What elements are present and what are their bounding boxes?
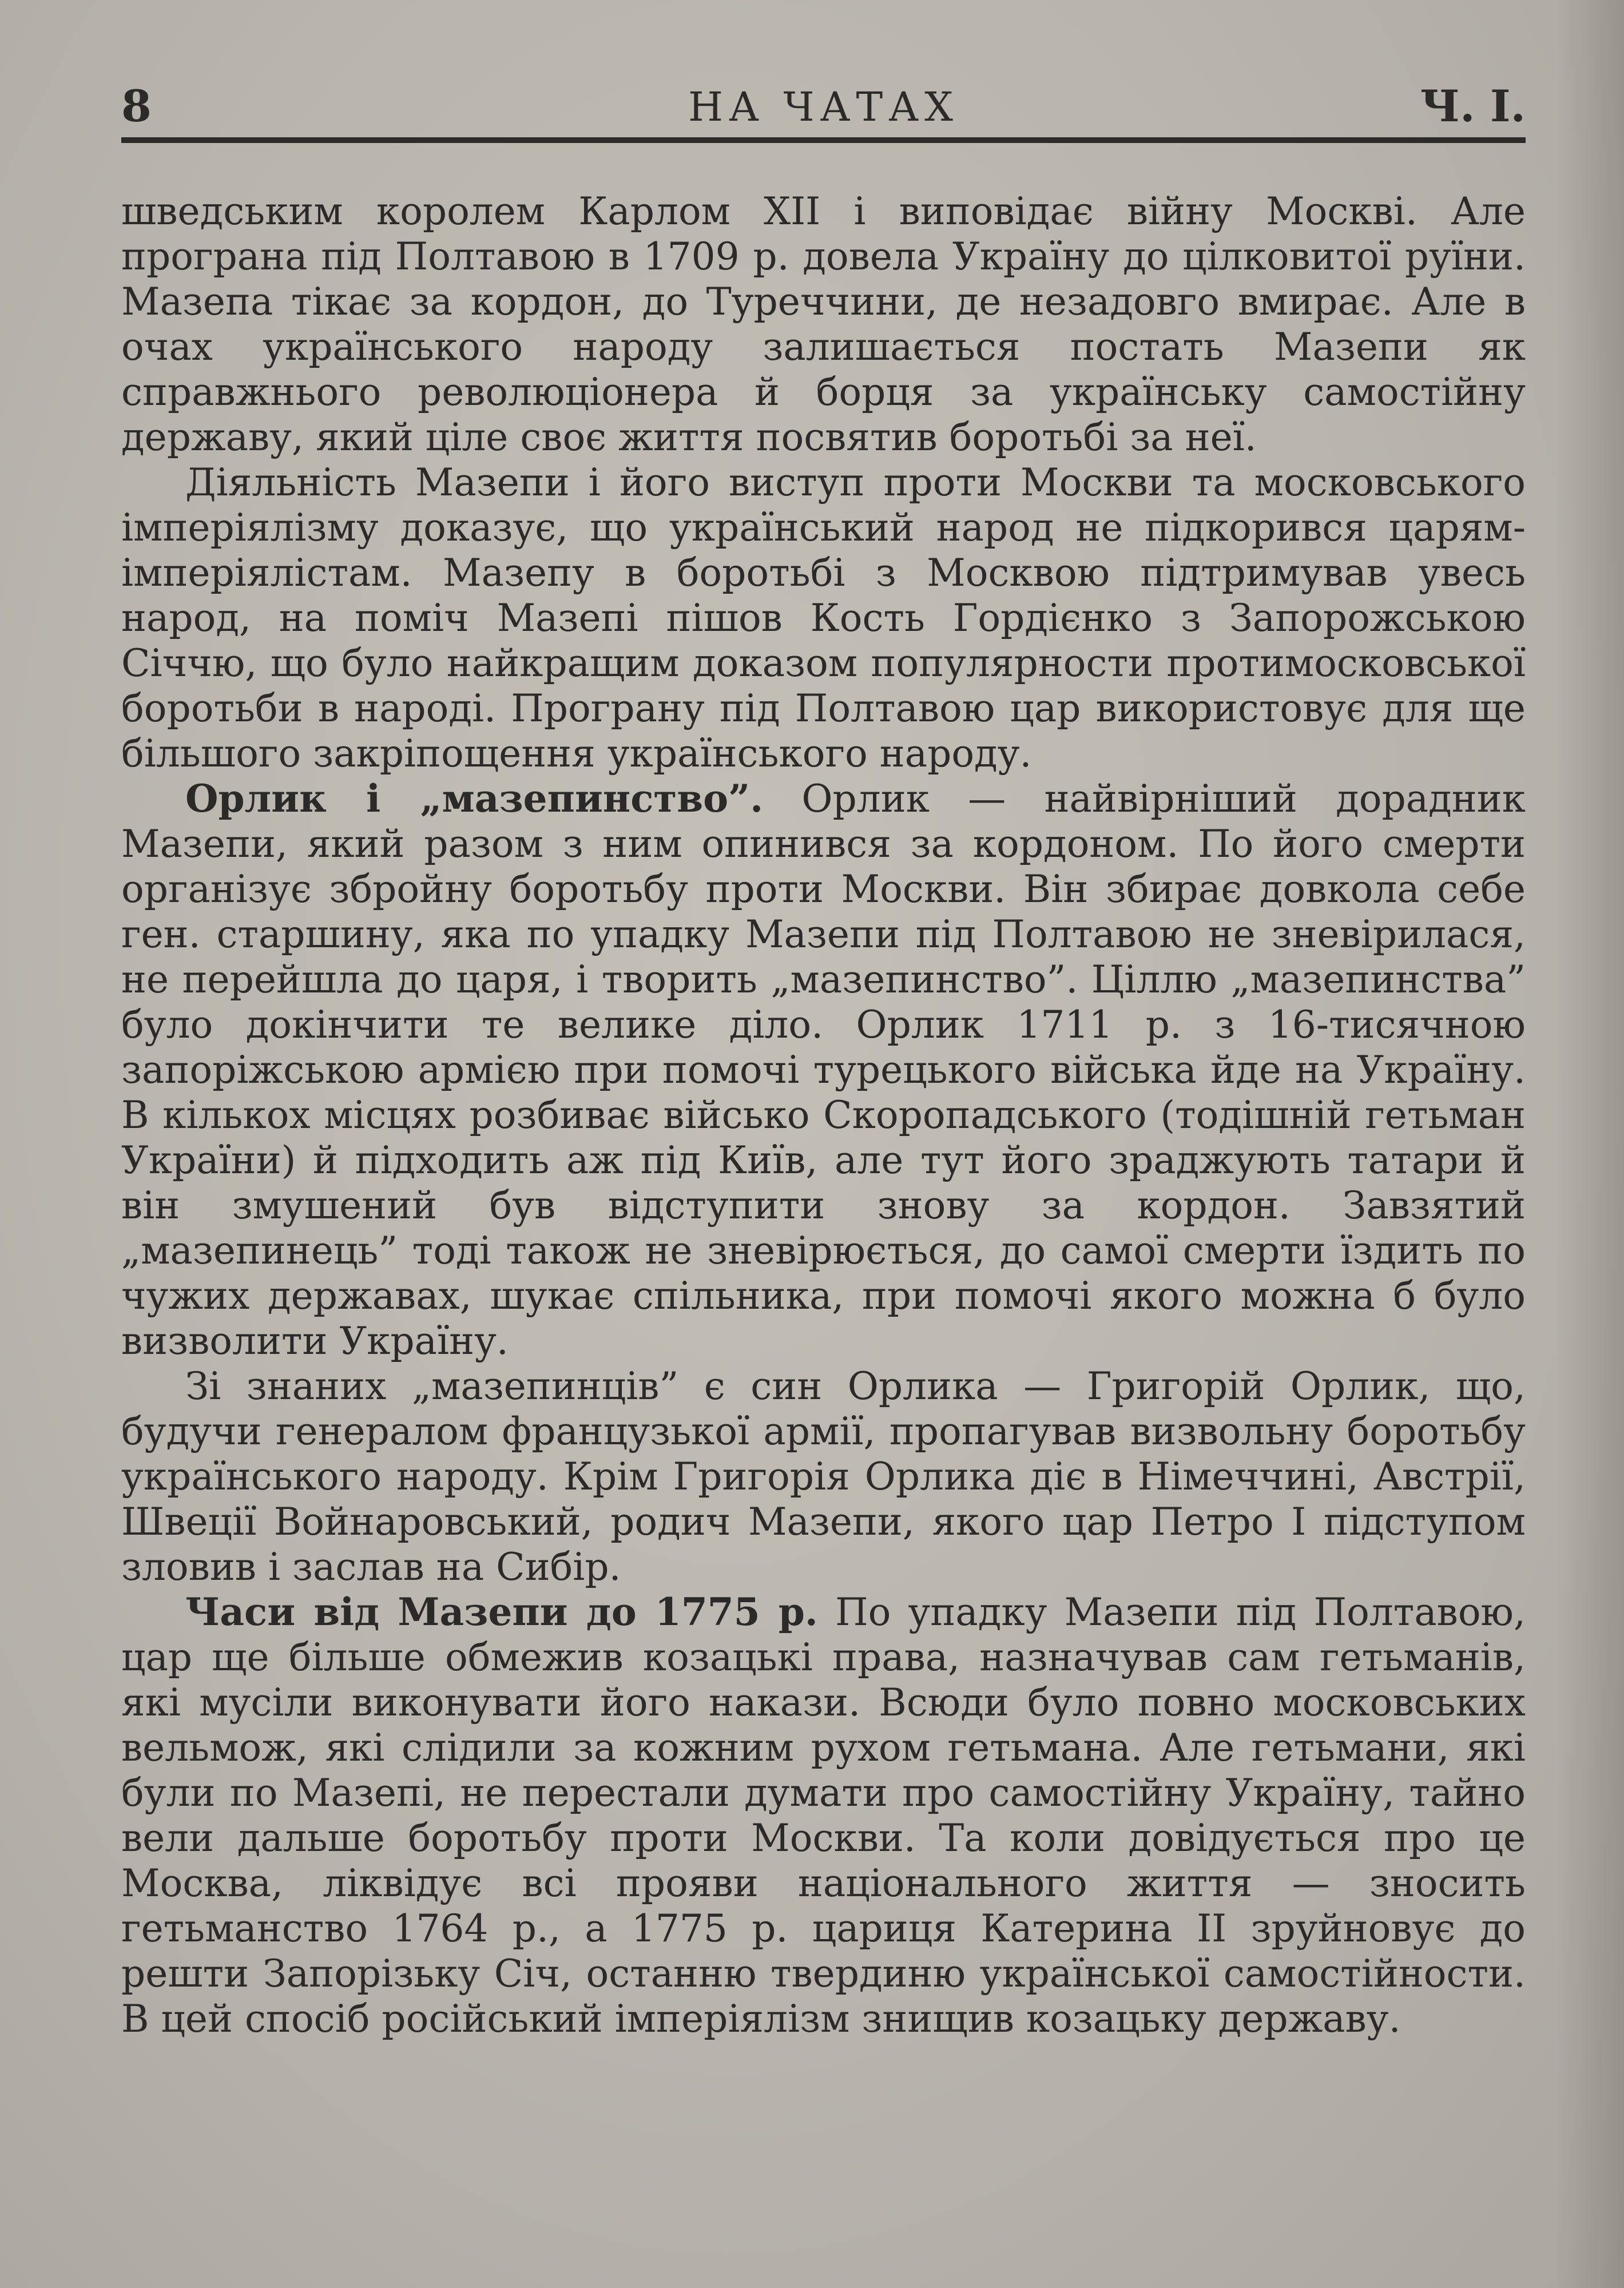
running-title: НА ЧАТАХ — [688, 84, 959, 130]
paragraph-text: По упадку Мазепи під Полтавою, цар ще більше обмежив козацькі права, назначував сам гетьманів, які мусіли виконувати його накази. Всюди було повно московських вельмож, які слідили за кожним рухом гетьмана. Але гетьмани, які були по Мазепі, не перестали думати про самостійну Україну, тайно вели дальше боротьбу проти Москви. Та коли довідується про це Москва, ліквідує всі прояви національного життя — зносить гетьманство 1764 р., а 1775 р. цариця Катерина II зруйновує до решти Запорізьку Січ, останню твердиню української самостійности. В цей спосіб російський імперіялізм знищив козацьку державу. — [121, 1590, 1526, 2041]
paragraph-heading: Орлик і „мазепинство”. — [185, 776, 764, 821]
paragraph-text: Орлик — найвірніший дорадник Мазепи, який разом з ним опинився за кордоном. По його смерти організує збройну боротьбу проти Москви. Він збирає довкола себе ген. старшину, яка по упадку Мазепи під Полтавою не зневірилася, не перейшла до царя, і творить „мазепинство”. Ціллю „мазепинства” було докінчити те велике діло. Орлик 1711 р. з 16-тисячною запоріжською армією при помочі турецького війська йде на Україну. В кількох місцях розбиває військо Скоропадського (тодішній гетьман України) й підходить аж під Київ, але тут його зраджують татари й він змушений був відступити знову за кордон. Завзятий „мазепинець” тоді також не зневірюється, до самої смерти їздить по чужих державах, шукає спільника, при помочі якого можна б було визволити Україну. — [121, 777, 1526, 1363]
paragraph-text: Діяльність Мазепи і його виступ проти Москви та московського імперіялізму доказує, що український народ не підкорився царям-імперіялістам. Мазепу в боротьбі з Москвою підтримував увесь народ, на поміч Мазепі пішов Кость Гордієнко з Запорожською Січчю, що було найкращим доказом популярности протимосковської боротьби в народі. Програну під Полтавою цар використовує для ще більшого закріпощення українського народу. — [121, 460, 1526, 776]
page-number: 8 — [121, 81, 152, 132]
paragraph-mazepa-activity — [121, 460, 1526, 776]
part-label: Ч. І. — [1420, 81, 1526, 132]
paragraph-heading: Часи від Мазепи до 1775 р. — [185, 1590, 818, 1634]
header-rule — [121, 137, 1526, 143]
paragraph-times-1775 — [121, 1590, 1526, 2041]
running-header — [121, 80, 1526, 137]
paragraph-continuation — [121, 189, 1526, 460]
body-text — [121, 189, 1526, 2041]
paragraph-text: шведським королем Карлом XII і виповідає війну Москві. Але програна під Полтавою в 1709 р. довела Україну до цілковитої руїни. Мазепа тікає за кордон, до Туреччини, де незадовго вмирає. Але в очах українського народу залишається постать Мазепи як справжнього революціонера й борця за українську самостійну державу, який ціле своє життя посвятив боротьбі за неї. — [121, 189, 1526, 459]
paragraph-text: Зі знаних „мазепинців” є син Орлика — Григорій Орлик, що, будучи генералом французької армії, пропагував визвольну боротьбу українського народу. Крім Григорія Орлика діє в Німеччині, Австрії, Швеції Войнаровський, родич Мазепи, якого цар Петро I підступом зловив і заслав на Сибір. — [121, 1364, 1526, 1589]
paragraph-mazepyntsi — [121, 1364, 1526, 1590]
paragraph-orlyk — [121, 776, 1526, 1364]
